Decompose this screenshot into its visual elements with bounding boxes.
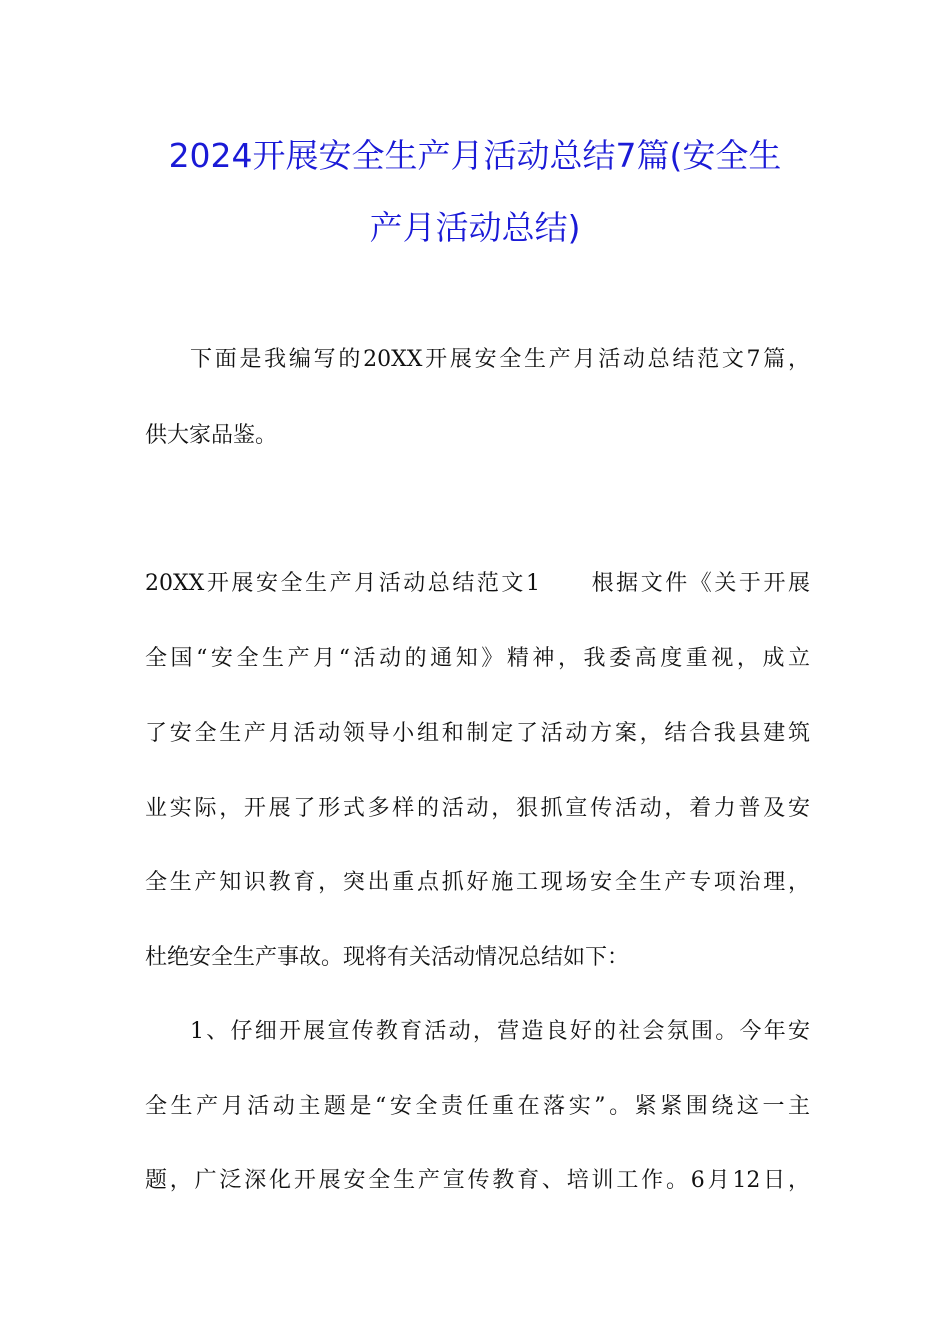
paragraph-line: 全生产月活动主题是“安全责任重在落实”。紧紧围绕这一主 xyxy=(145,1094,810,1119)
paragraph-line: 全生产知识教育，突出重点抓好施工现场安全生产专项治理， xyxy=(145,870,810,895)
paragraph-line: 20XX开展安全生产月活动总结范文1 根据文件《关于开展 xyxy=(145,571,810,596)
intro-line-2: 供大家品鉴。 xyxy=(145,423,278,448)
paragraph-line: 题，广泛深化开展安全生产宣传教育、培训工作。6月12日， xyxy=(145,1168,810,1193)
paragraph-line: 1、仔细开展宣传教育活动，营造良好的社会氛围。今年安 xyxy=(190,1019,810,1044)
paragraph-line: 了安全生产月活动领导小组和制定了活动方案，结合我县建筑 xyxy=(145,721,810,746)
intro-line-1: 下面是我编写的20XX开展安全生产月活动总结范文7篇， xyxy=(190,347,810,372)
paragraph-line: 业实际，开展了形式多样的活动，狠抓宣传活动，着力普及安 xyxy=(145,796,810,821)
paragraph-line: 杜绝安全生产事故。现将有关活动情况总结如下： xyxy=(145,945,630,970)
document-title-line-1: 2024开展安全生产月活动总结7篇(安全生 xyxy=(168,136,782,175)
document-title-line-2: 产月活动总结) xyxy=(369,208,581,247)
paragraph-line: 全国“安全生产月“活动的通知》精神，我委高度重视，成立 xyxy=(145,646,810,671)
